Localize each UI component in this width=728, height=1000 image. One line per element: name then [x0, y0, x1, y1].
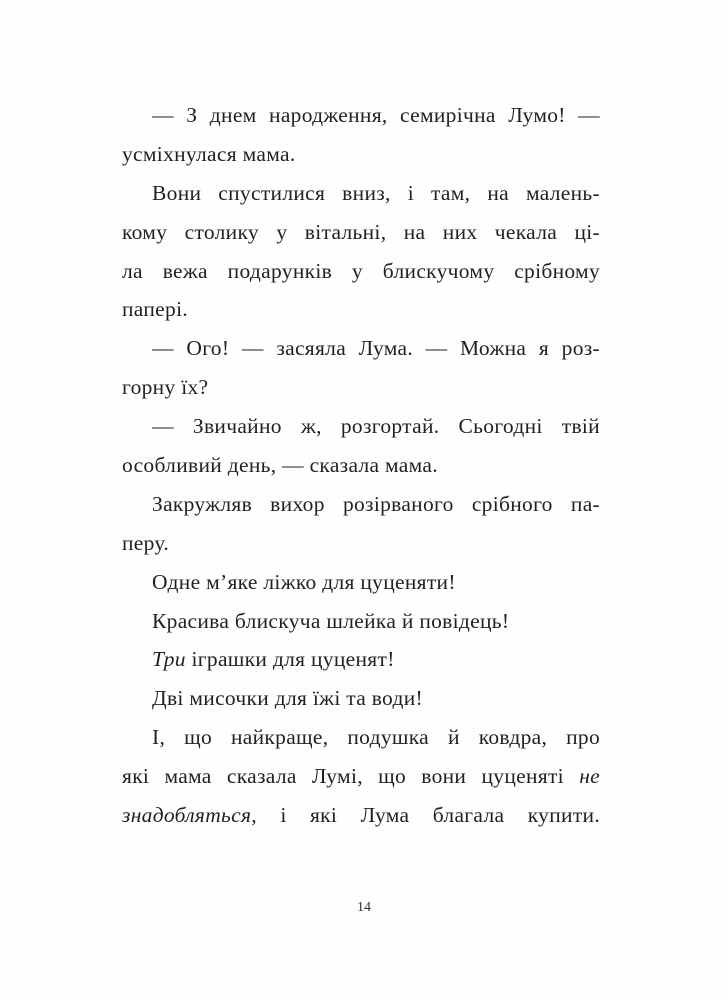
text-line: усміхнулася мама. [122, 141, 296, 166]
page-number: 14 [357, 900, 371, 915]
text-line: Дві мисочки для їжі та води! [152, 686, 423, 711]
text-line: Вони спустилися вниз, і там, на малень- [152, 180, 600, 205]
text-line: Одне м’яке ліжко для цуценяти! [152, 569, 456, 594]
text-line: Закружляв вихор розірваного срібного па- [152, 491, 600, 516]
italic-word: Три [152, 647, 186, 672]
text-line: І, що найкраще, подушка й ковдра, про [152, 725, 600, 750]
text-line: Красива блискуча шлейка й повідець! [152, 608, 510, 633]
text-span: , і які Лума благала купити. [251, 803, 600, 828]
text-line: горну їх? [122, 375, 209, 400]
text-line: особливий день, — сказала мама. [122, 453, 438, 478]
text-span: які мама сказала Лумі, що вони цуценяті [122, 764, 580, 789]
text-span: іграшки для цуценят! [185, 647, 395, 672]
text-line [122, 757, 600, 796]
italic-word: знадобляться [122, 803, 252, 828]
text-line: — З днем народження, семирічна Лумо! — [152, 103, 600, 127]
italic-word: не [579, 764, 600, 789]
text-line: — Звичайно ж, розгортай. Сьогодні твій [152, 414, 600, 439]
body-text [122, 96, 600, 835]
text-line: папері. [122, 297, 189, 322]
text-line: кому столику у вітальні, на них чекала ці- [122, 219, 600, 244]
text-line: перу. [122, 530, 169, 555]
text-line: — Ого! — засяяла Лума. — Можна я роз- [152, 336, 600, 361]
text-line [122, 796, 600, 835]
text-line: ла вежа подарунків у блискучому срібному [122, 258, 600, 283]
text-line [122, 640, 600, 679]
